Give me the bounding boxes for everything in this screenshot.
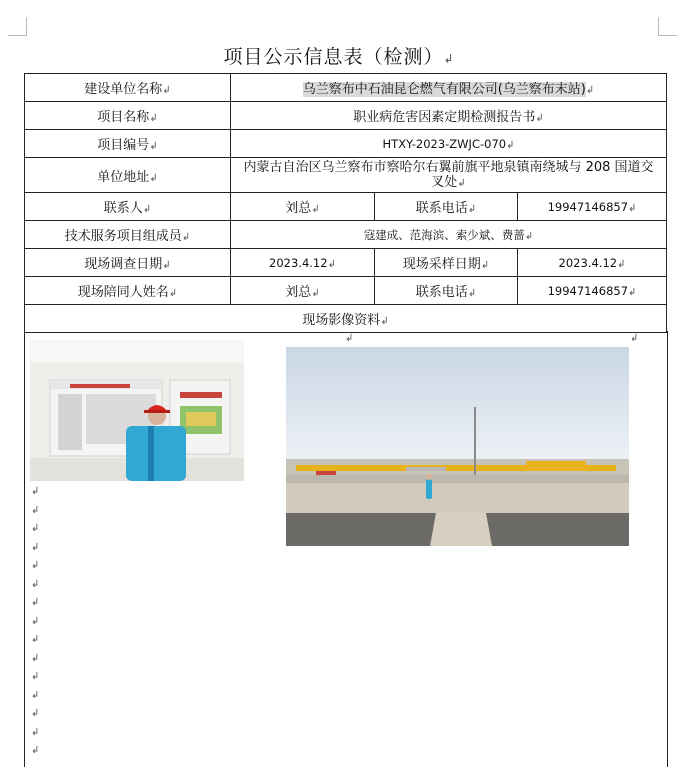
sampling-date-label: 现场采样日期↲ xyxy=(375,249,518,277)
escort-label: 现场陪同人姓名↲ xyxy=(25,277,231,305)
row-project xyxy=(25,102,667,130)
row-number xyxy=(25,130,667,158)
phone-label: 联系电话↲ xyxy=(375,193,518,221)
page-corner-mark-top-left xyxy=(8,17,27,36)
company-value: 乌兰察布中石油昆仑燃气有限公司(乌兰察布末站)↲ xyxy=(231,74,667,102)
phone2-label: 联系电话↲ xyxy=(375,277,518,305)
row-images-header xyxy=(25,305,667,333)
members-value: 寇建成、范海滨、索少斌、费蔷↲ xyxy=(231,221,667,249)
phone2-value: 19947146857↲ xyxy=(518,277,667,305)
project-label: 项目名称↲ xyxy=(25,102,231,130)
site-photo-worker xyxy=(30,340,244,481)
company-label: 建设单位名称↲ xyxy=(25,74,231,102)
escort-value: 刘总↲ xyxy=(231,277,375,305)
number-label: 项目编号↲ xyxy=(25,130,231,158)
address-label: 单位地址↲ xyxy=(25,158,231,193)
page-corner-mark-top-right xyxy=(658,17,677,36)
row-dates xyxy=(25,249,667,277)
row-escort xyxy=(25,277,667,305)
survey-date-value: 2023.4.12↲ xyxy=(231,249,375,277)
members-label: 技术服务项目组成员↲ xyxy=(25,221,231,249)
row-company xyxy=(25,74,667,102)
contact-value: 刘总↲ xyxy=(231,193,375,221)
row-address xyxy=(25,158,667,193)
phone-value: 19947146857↲ xyxy=(518,193,667,221)
images-label: 现场影像资料↲ xyxy=(25,305,667,333)
site-photo-station xyxy=(286,347,629,546)
project-value: 职业病危害因素定期检测报告书↲ xyxy=(231,102,667,130)
sampling-date-value: 2023.4.12↲ xyxy=(518,249,667,277)
survey-date-label: 现场调查日期↲ xyxy=(25,249,231,277)
contact-label: 联系人↲ xyxy=(25,193,231,221)
info-table xyxy=(24,73,667,333)
number-value: HTXY-2023-ZWJC-070↲ xyxy=(231,130,667,158)
address-value: 内蒙古自治区乌兰察布市察哈尔右翼前旗平地泉镇南绕城与 208 国道交叉处↲ xyxy=(231,158,667,193)
images-cell: ↲ ↲ ↲ ↲ ↲ ↲ ↲ ↲ ↲ ↲ ↲ ↲ ↲ ↲ ↲ ↲ ↲ xyxy=(24,331,668,767)
page-title: 项目公示信息表（检测）↲ xyxy=(223,46,455,68)
row-members xyxy=(25,221,667,249)
row-contact xyxy=(25,193,667,221)
